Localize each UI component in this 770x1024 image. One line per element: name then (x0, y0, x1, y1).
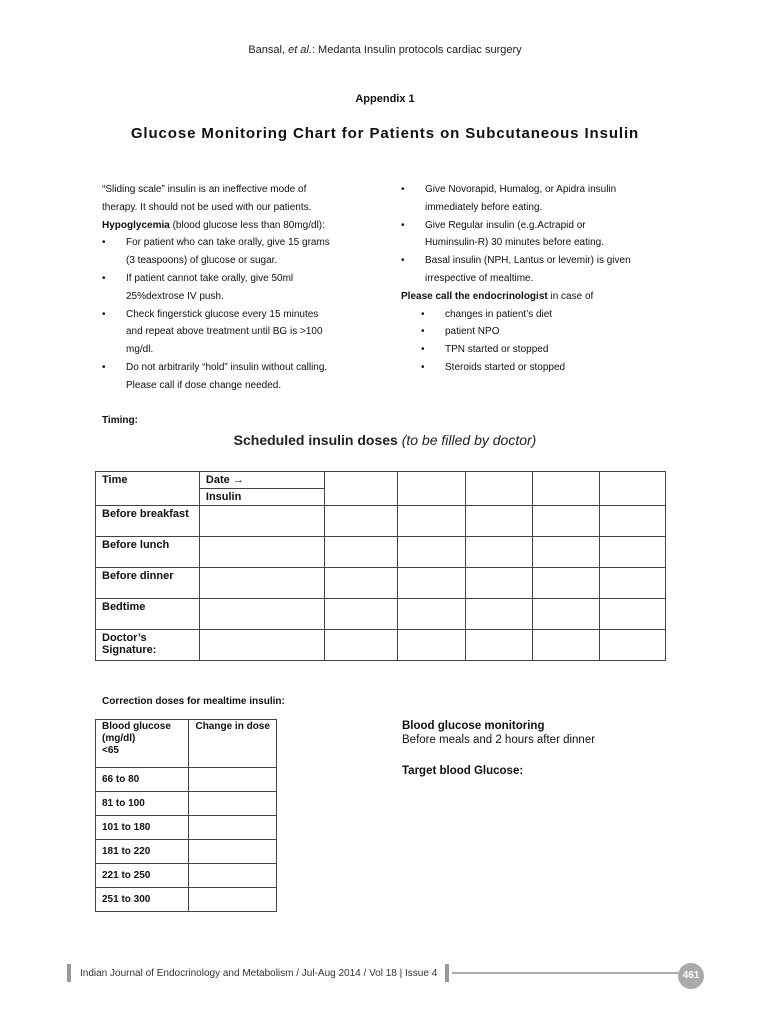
bullet-text: irrespective of mealtime. (425, 272, 534, 284)
table-cell[interactable] (466, 506, 533, 537)
bullet-icon: • (401, 255, 405, 267)
bullet-icon: • (102, 308, 106, 320)
bullet-text: If patient cannot take orally, give 50ml (126, 272, 294, 284)
table-cell[interactable] (533, 630, 600, 661)
call-label: Please call the endocrinologist (401, 290, 548, 302)
bullet-text: (3 teaspoons) of glucose or sugar. (126, 255, 278, 267)
table-cell[interactable] (397, 506, 466, 537)
call-endocrinologist-line (401, 288, 681, 306)
page-title: Glucose Monitoring Chart for Patients on Subcutaneous Insulin (130, 125, 640, 142)
left-column (102, 181, 372, 395)
table-cell[interactable] (600, 599, 666, 630)
row-label: 81 to 100 (96, 792, 189, 816)
table-row (96, 599, 666, 630)
table-row (96, 768, 277, 792)
row-label: Doctor’s Signature: (96, 630, 200, 661)
table-row (96, 472, 666, 489)
table-cell[interactable] (199, 537, 324, 568)
row-label: 221 to 250 (96, 864, 189, 888)
correction-dose-table (95, 719, 277, 912)
table-cell[interactable] (189, 816, 277, 840)
row-label: Before lunch (96, 537, 200, 568)
row-label: Before dinner (96, 568, 200, 599)
row-label: Bedtime (96, 599, 200, 630)
table-cell[interactable] (466, 568, 533, 599)
blood-glucose-header (96, 720, 189, 768)
schedule-heading (0, 432, 770, 448)
bullet-text: Give Regular insulin (e.g.Actrapid or (425, 219, 586, 231)
bullet-icon: • (102, 237, 106, 249)
list-item (102, 234, 372, 270)
list-item (102, 270, 372, 306)
page-number: 461 (678, 963, 704, 989)
row-label: Before breakfast (96, 506, 200, 537)
bullet-text: 25%dextrose IV push. (126, 290, 224, 302)
bullet-text: Please call if dose change needed. (126, 379, 282, 391)
bullet-icon: • (421, 308, 425, 320)
intro-line: therapy. It should not be used with our patients. (102, 201, 312, 213)
table-cell[interactable] (533, 537, 600, 568)
table-cell[interactable] (324, 630, 397, 661)
table-row (96, 888, 277, 912)
appendix-label: Appendix 1 (355, 93, 415, 105)
bullet-text: patient NPO (445, 326, 500, 338)
header-etal: et al. (288, 44, 312, 56)
bullet-text: Check fingerstick glucose every 15 minutes (126, 308, 319, 320)
table-row (96, 840, 277, 864)
list-item (102, 306, 372, 359)
row-label: <65 (102, 745, 119, 756)
insulin-header: Insulin (199, 489, 324, 506)
table-cell[interactable] (189, 864, 277, 888)
table-cell[interactable] (199, 568, 324, 599)
table-cell[interactable] (199, 506, 324, 537)
target-glucose-label: Target blood Glucose: (402, 765, 524, 777)
table-cell[interactable] (324, 506, 397, 537)
table-row (96, 816, 277, 840)
table-cell[interactable] (600, 472, 666, 506)
footer-divider (452, 972, 682, 974)
bullet-icon: • (421, 361, 425, 373)
table-row (96, 506, 666, 537)
table-cell[interactable] (324, 537, 397, 568)
bullet-text: Huminsulin-R) 30 minutes before eating. (425, 237, 604, 249)
table-cell[interactable] (533, 599, 600, 630)
bullet-text: Steroids started or stopped (445, 361, 566, 373)
table-cell[interactable] (189, 792, 277, 816)
time-header: Time (96, 472, 200, 506)
row-label: 101 to 180 (96, 816, 189, 840)
table-cell[interactable] (600, 630, 666, 661)
table-cell[interactable] (189, 840, 277, 864)
table-cell[interactable] (466, 599, 533, 630)
table-cell[interactable] (189, 768, 277, 792)
list-item (401, 181, 681, 217)
table-row (96, 792, 277, 816)
bullet-text: immediately before eating. (425, 201, 543, 213)
timing-label: Timing: (102, 415, 138, 426)
hypoglycemia-label: Hypoglycemia (102, 219, 170, 231)
table-cell[interactable] (466, 537, 533, 568)
table-cell[interactable] (533, 506, 600, 537)
insulin-schedule-table (95, 471, 666, 661)
hypoglycemia-line (102, 217, 372, 235)
table-cell[interactable] (397, 537, 466, 568)
table-row (96, 630, 666, 661)
header-authors: Bansal, (248, 44, 289, 56)
table-row (96, 720, 277, 768)
monitoring-text: Before meals and 2 hours after dinner (402, 734, 596, 746)
list-item (401, 323, 681, 341)
bullet-text: mg/dl. (126, 344, 154, 356)
table-cell[interactable] (199, 599, 324, 630)
bullet-icon: • (401, 184, 405, 195)
hypoglycemia-text: (blood glucose less than 80mg/dl): (169, 219, 325, 231)
bullet-text: changes in patient’s diet (445, 308, 553, 320)
list-item (401, 252, 681, 288)
header-rest: : Medanta Insulin protocols cardiac surgery (311, 44, 522, 56)
change-dose-header: Change in dose (189, 720, 277, 768)
table-cell[interactable] (324, 472, 397, 506)
column-header-text: Blood glucose (mg/dl) (102, 721, 171, 744)
table-cell[interactable] (533, 568, 600, 599)
bullet-text: Do not arbitrarily “hold” insulin without calling. (126, 361, 328, 373)
row-label: 251 to 300 (96, 888, 189, 912)
table-cell[interactable] (533, 472, 600, 506)
row-label: 181 to 220 (96, 840, 189, 864)
table-cell[interactable] (397, 568, 466, 599)
bullet-icon: • (102, 272, 106, 284)
footer-journal: Indian Journal of Endocrinology and Metabolism / Jul-Aug 2014 / Vol 18 | Issue 4 (80, 968, 438, 979)
table-cell[interactable] (397, 472, 466, 506)
table-cell[interactable] (600, 537, 666, 568)
schedule-subtitle: (to be filled by doctor) (401, 432, 537, 448)
correction-title: Correction doses for mealtime insulin: (102, 696, 285, 707)
row-label: 66 to 80 (96, 768, 189, 792)
table-row (96, 864, 277, 888)
table-cell[interactable] (600, 568, 666, 599)
intro-line: “Sliding scale” insulin is an ineffective mode of (102, 184, 307, 195)
list-item (401, 341, 681, 359)
list-item (401, 217, 681, 253)
table-cell[interactable] (324, 568, 397, 599)
table-cell[interactable] (324, 599, 397, 630)
bullet-text: TPN started or stopped (445, 344, 549, 356)
table-cell[interactable] (397, 599, 466, 630)
table-cell[interactable] (466, 472, 533, 506)
table-cell[interactable] (199, 630, 324, 661)
bullet-icon: • (421, 326, 425, 338)
monitoring-title: Blood glucose monitoring (402, 720, 545, 732)
schedule-title: Scheduled insulin doses (233, 432, 398, 448)
table-cell[interactable] (600, 506, 666, 537)
bullet-text: Basal insulin (NPH, Lantus or levemir) is given (425, 255, 631, 267)
date-header: Date → (199, 472, 324, 489)
running-header (0, 44, 770, 56)
table-row (96, 568, 666, 599)
bullet-text: Give Novorapid, Humalog, or Apidra insulin (425, 184, 617, 195)
table-cell[interactable] (397, 630, 466, 661)
bullet-text: and repeat above treatment until BG is >100 (126, 326, 323, 338)
right-column (401, 181, 681, 377)
list-item (401, 306, 681, 324)
call-text: in case of (547, 290, 594, 302)
bullet-icon: • (421, 344, 425, 356)
list-item (102, 359, 372, 395)
list-item (401, 359, 681, 377)
bullet-icon: • (102, 361, 106, 373)
monitoring-block (402, 719, 595, 747)
table-cell[interactable] (189, 888, 277, 912)
bullet-icon: • (401, 219, 405, 231)
footer-bar (67, 964, 71, 982)
table-cell[interactable] (466, 630, 533, 661)
bullet-text: For patient who can take orally, give 15 grams (126, 237, 330, 249)
table-row (96, 537, 666, 568)
footer-bar (445, 964, 449, 982)
